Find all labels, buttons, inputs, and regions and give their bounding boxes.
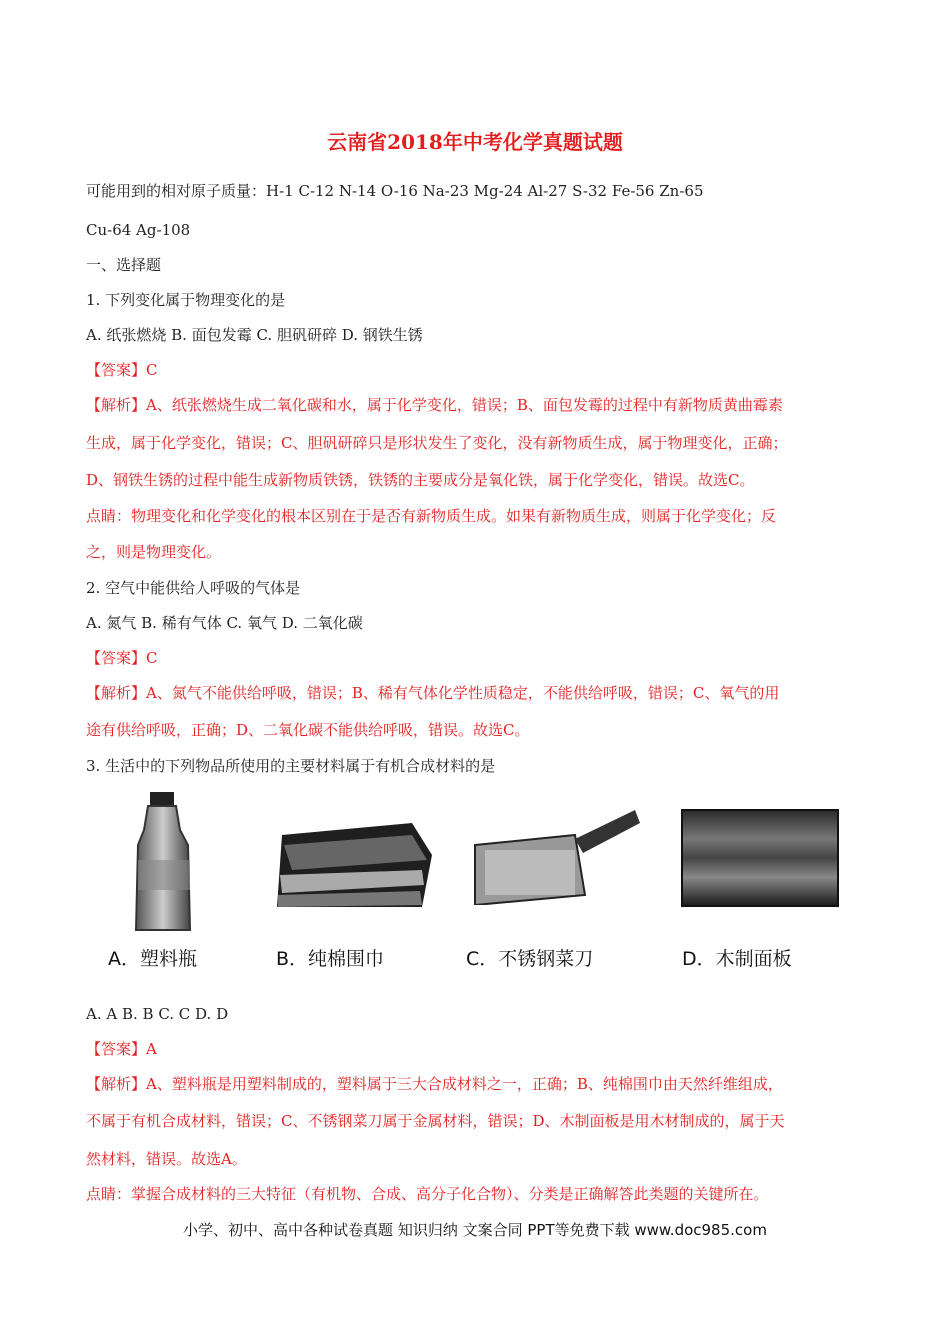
atomic-mass-line-1: 可能用到的相对原子质量：H-1 C-12 N-14 O-16 Na-23 Mg-24 Al-27 S-32 Fe-56 Zn-65 [86, 182, 704, 200]
q2-stem: 2. 空气中能供给人呼吸的气体是 [86, 579, 301, 597]
caption-b: B．纯棉围巾 [276, 948, 385, 970]
q2-analysis-line: 途有供给呼吸，正确；D、二氧化碳不能供给呼吸，错误。故选C。 [86, 721, 530, 739]
q3-analysis-line: 不属于有机合成材料，错误；C、不锈钢菜刀属于金属材料，错误；D、木制面板是用木材制成的，属于天 [86, 1112, 785, 1130]
q1-note-line: 之，则是物理变化。 [86, 543, 222, 561]
caption-c: C．不锈钢菜刀 [466, 948, 594, 970]
caption-a: A．塑料瓶 [108, 948, 197, 970]
steel-kitchen-knife-image [465, 805, 640, 905]
q1-options: A. 纸张燃烧 B. 面包发霉 C. 胆矾研碎 D. 钢铁生锈 [86, 326, 423, 344]
q2-answer: 【答案】C [86, 649, 158, 667]
wooden-panel-image [680, 808, 840, 908]
q3-note-line: 点睛：掌握合成材料的三大特征（有机物、合成、高分子化合物）、分类是正确解答此类题的关键所在。 [86, 1185, 769, 1203]
q3-stem: 3. 生活中的下列物品所使用的主要材料属于有机合成材料的是 [86, 757, 496, 775]
q1-analysis-line: 生成，属于化学变化，错误；C、胆矾研碎只是形状发生了变化，没有新物质生成，属于物理变化，正确； [86, 434, 788, 452]
q1-answer: 【答案】C [86, 361, 158, 379]
cotton-scarf-image [272, 815, 437, 910]
q2-analysis-line: 【解析】A、氮气不能供给呼吸，错误；B、稀有气体化学性质稳定，不能供给呼吸，错误；C、氧气的用 [86, 684, 780, 702]
q1-stem: 1. 下列变化属于物理变化的是 [86, 291, 286, 309]
section-heading: 一、选择题 [86, 256, 162, 274]
q3-options: A. A B. B C. C D. D [86, 1005, 229, 1023]
q2-options: A. 氮气 B. 稀有气体 C. 氧气 D. 二氧化碳 [86, 614, 363, 632]
q1-analysis-line: D、钢铁生锈的过程中能生成新物质铁锈，铁锈的主要成分是氧化铁，属于化学变化，错误。故选C。 [86, 471, 755, 489]
q1-analysis-line: 【解析】A、纸张燃烧生成二氧化碳和水，属于化学变化，错误；B、面包发霉的过程中有新物质黄曲霉素 [86, 396, 783, 414]
q3-analysis-line: 【解析】A、塑料瓶是用塑料制成的，塑料属于三大合成材料之一，正确；B、纯棉围巾由天然纤维组成， [86, 1075, 783, 1093]
caption-d: D．木制面板 [682, 948, 792, 970]
atomic-mass-line-2: Cu-64 Ag-108 [86, 221, 191, 239]
q3-analysis-line: 然材料，错误。故选A。 [86, 1150, 247, 1168]
q3-answer: 【答案】A [86, 1040, 157, 1058]
footer-text: 小学、初中、高中各种试卷真题 知识归纳 文案合同 PPT等免费下载 www.doc985.com [183, 1221, 767, 1239]
q1-note-line: 点睛：物理变化和化学变化的根本区别在于是否有新物质生成。如果有新物质生成，则属于化学变化；反 [86, 507, 777, 525]
plastic-bottle-image [128, 790, 198, 935]
page-title: 云南省2018年中考化学真题试题 [327, 130, 623, 154]
